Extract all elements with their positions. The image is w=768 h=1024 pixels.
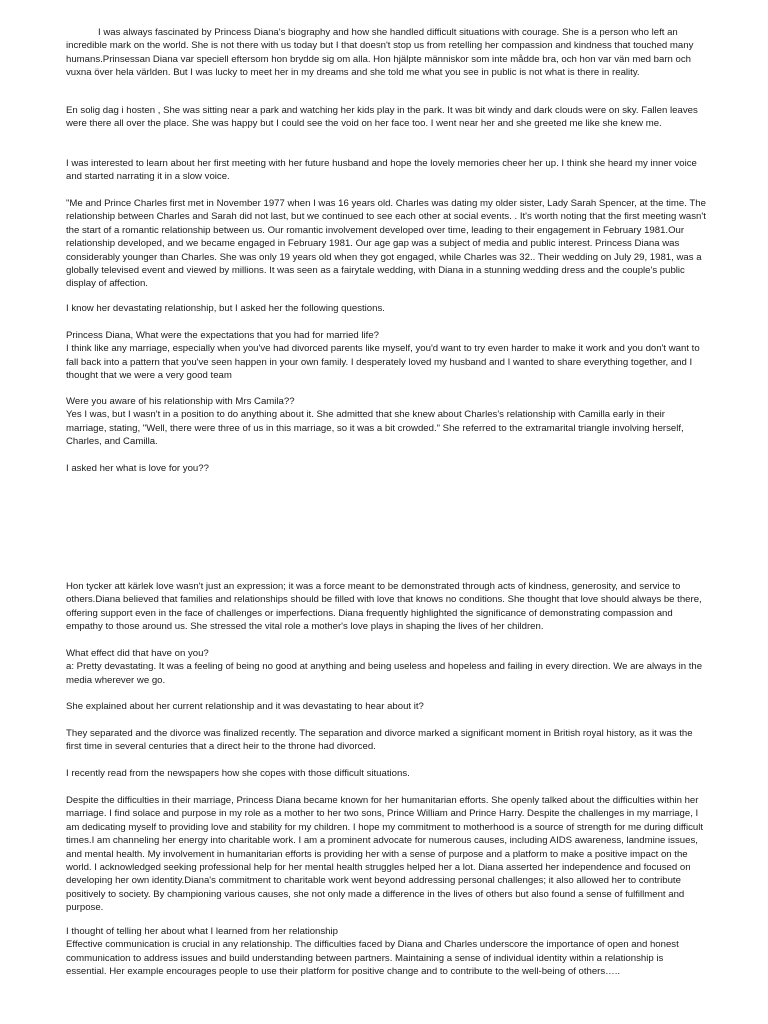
paragraph-first-meeting-interest: I was interested to learn about her first meeting with her future husband and hope the lovely memories cheer her up. I think she heard my inner voice and started narrating it in a slow voice. <box>66 158 697 183</box>
paragraph-questions-intro: I know her devastating relationship, but I asked her the following questions. <box>66 303 385 314</box>
paragraph-newspapers: I recently read from the newspapers how she copes with those difficult situations. <box>66 768 410 779</box>
paragraph-humanitarian: Despite the difficulties in their marriage, Princess Diana became known for her humanitarian efforts. She openly talked about the difficulties within her marriage. I find solace and purpose in my role as a mother to her two sons, Prince William and Prince Harry. Despite the challenges in my marriage, I am dedicating myself to providing love and stability for my children. I hope my commitment to motherhood is a source of strength for me during difficult times.I am channeling her energy into charitable work. I am a prominent advocate for numerous causes, including AIDS awareness, landmine issues, and mental health. My involvement in humanitarian efforts is providing her with a sense of purpose and a platform to make a positive impact on the world. I acknowledged seeking professional help for her mental health struggles helped her a lot. Diana asserted her independence and focused on developing her own identity.Diana's commitment to charitable work went beyond addressing personal challenges; it also allowed her to contribute positively to society. By championing various causes, she not only made a difference in the lives of others but also found a sense of fulfillment and purpose. <box>66 795 704 914</box>
paragraph-divorce: They separated and the divorce was finalized recently. The separation and divorce marked a significant moment in British royal history, as it was the first time in several centuries that a direct heir to the throne had divorced. <box>66 728 693 753</box>
paragraph-married-life-qa: Princess Diana, What were the expectations that you had for married life? I think like any marriage, especially when you've had divorced parents like myself, you'd want to try even harder to make it work and you don't want to fall back into a pattern that you've seen happen in your own family. I desperately loved my husband and I wanted to share everything together, and I thought that we were a very good team <box>66 330 700 382</box>
paragraph-effect-qa: What effect did that have on you? a: Pretty devastating. It was a feeling of being no good at anything and being useless and hopeless and failing in every direction. We are always in the media wherever we go. <box>66 648 703 686</box>
paragraph-love-answer: Hon tycker att kärlek love wasn't just an expression; it was a force meant to be demonstrated through acts of kindness, generosity, and service to others.Diana believed that families and relationships should be filled with love that knows no conditions. She thought that love should always be there, offering support even in the face of challenges or imperfections. Diana frequently highlighted the significance of demonstrating compassion and empathy to those around us. She stressed the vital role a mother's love plays in shaping the lives of her children. <box>66 581 702 633</box>
paragraph-love-question: I asked her what is love for you?? <box>66 463 209 474</box>
paragraph-sunny-day: En solig dag i hosten , She was sitting near a park and watching her kids play in the park. It was bit windy and dark clouds were on sky. Fallen leaves were there all over the place. She was happy but I could see the void on her face too. I went near her and she greeted me like she knew me. <box>66 105 698 130</box>
paragraph-lessons: I thought of telling her about what I learned from her relationship Effective communication is crucial in any relationship. The difficulties faced by Diana and Charles underscore the importance of open and honest communication to address issues and build understanding between partners. Maintaining a sense of individual identity within a relationship is essential. Her example encourages people to use their platform for positive change and to contribute to the well-being of others….. <box>66 926 679 978</box>
paragraph-charles-story: "Me and Prince Charles first met in November 1977 when I was 16 years old. Charles was dating my older sister, Lady Sarah Spencer, at the time. The relationship between Charles and Sarah did not last, but we continued to see each other at social events. . It's worth noting that the first meeting wasn't the start of a romantic relationship between us. Our romantic involvement developed over time, leading to their engagement in February 1981.Our relationship developed, and we became engaged in February 1981. Our age gap was a subject of media and public interest. Princess Diana was considerably younger than Charles. She was only 19 years old when they got engaged, while Charles was 32.. Their wedding on July 29, 1981, was a globally televised event and viewed by millions. It was seen as a fairytale wedding, with Diana in a stunning wedding dress and the couple's public display of affection. <box>66 198 706 290</box>
paragraph-camilla-qa: Were you aware of his relationship with Mrs Camila?? Yes I was, but I wasn't in a position to do anything about it. She admitted that she knew about Charles's relationship with Camilla early in their marriage, stating, "Well, there were three of us in this marriage, so it was a bit crowded." She referred to the extramarital triangle involving herself, Charles, and Camilla. <box>66 396 684 448</box>
paragraph-current-relationship: She explained about her current relationship and it was devastating to hear about it? <box>66 701 424 712</box>
paragraph-intro: I was always fascinated by Princess Diana's biography and how she handled difficult situations with courage. She is a person who left an incredible mark on the world. She is not there with us today but I that doesn't stop us from retelling her compassion and kindness that touched many humans.Prinsessan Diana var speciell eftersom hon brydde sig om alla. Hon hjälpte människor som inte mådde bra, och hon var vän med barn och vuxna över hela världen. But I was lucky to meet her in my dreams and she told me what you see in public is not what is there in reality. <box>66 27 694 79</box>
